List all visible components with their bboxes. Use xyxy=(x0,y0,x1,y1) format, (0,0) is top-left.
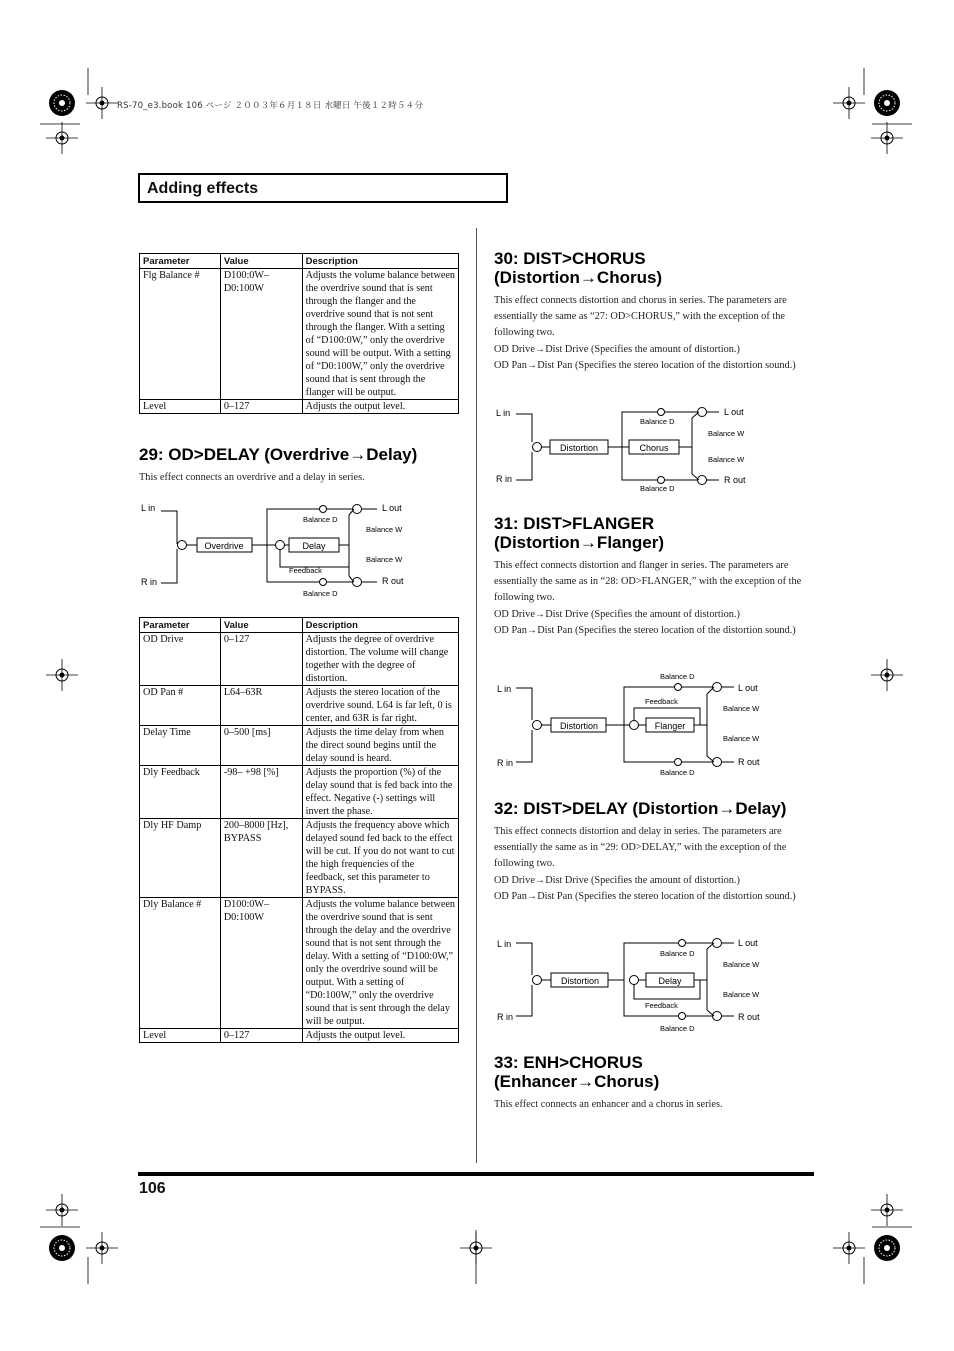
crosshair-mark-icon xyxy=(833,1232,865,1264)
desc-cell: Adjusts the volume balance between the overdrive sound that is sent through the delay and the overdrive sound that is not sent through the delay. With a setting of “D100:0W,” only the overdrive sound will be output. With a setting of “D0:100W,” only the overdrive sound that is sent through the delay will be output. xyxy=(302,898,458,1029)
column-header-value: Value xyxy=(220,618,302,633)
page-number: 106 xyxy=(139,1180,166,1197)
label-feedback: Feedback xyxy=(289,566,322,575)
paragraph: OD Pan→Dist Pan (Specifies the stereo location of the distortion sound.) xyxy=(494,359,796,371)
value-cell: 0–127 xyxy=(220,1029,302,1043)
label-balance-w-bot: Balance W xyxy=(723,734,760,743)
table-row xyxy=(140,1029,459,1043)
heading-33 xyxy=(494,1053,659,1091)
label-r-in: R in xyxy=(497,1012,514,1022)
block-delay: Delay xyxy=(302,541,326,551)
starburst-mark-icon xyxy=(49,90,75,116)
value-cell: D100:0W– D0:100W xyxy=(220,898,302,1029)
param-cell: Flg Balance # xyxy=(140,269,221,400)
param-cell: Dly Feedback xyxy=(140,766,221,819)
label-r-in: R in xyxy=(141,577,158,587)
param-cell: Level xyxy=(140,400,221,414)
footer-rule xyxy=(138,1172,814,1176)
crosshair-mark-icon xyxy=(86,1232,118,1264)
label-balance-d-bot: Balance D xyxy=(640,484,675,493)
label-l-out: L out xyxy=(738,683,758,693)
starburst-mark-icon xyxy=(49,1235,75,1261)
label-balance-d-bot: Balance D xyxy=(660,768,695,777)
print-meta-line: RS-70_e3.book 106 ページ ２００３年６月１８日 水曜日 午後１２時５４分 xyxy=(117,101,424,111)
label-balance-w-bot: Balance W xyxy=(708,455,745,464)
table-row xyxy=(140,819,459,898)
column-header-parameter: Parameter xyxy=(140,254,221,269)
signal-flow-diagram-30 xyxy=(494,402,784,497)
paragraph: OD Drive→Dist Drive (Specifies the amount of distortion.) xyxy=(494,874,740,886)
label-l-out: L out xyxy=(724,407,744,417)
block-distortion: Distortion xyxy=(559,721,599,731)
section-header-box xyxy=(138,173,508,203)
column-header-parameter: Parameter xyxy=(140,618,221,633)
value-cell: 0–127 xyxy=(220,400,302,414)
paragraph: This effect connects distortion and flanger in series. The parameters are essentially the same as in “28: OD>FLANGER,” with the exception of the following two. xyxy=(494,560,802,604)
crosshair-mark-icon xyxy=(833,87,865,119)
label-r-out: R out xyxy=(382,576,404,586)
block-delay: Delay xyxy=(658,976,682,986)
starburst-mark-icon xyxy=(874,1235,900,1261)
label-l-in: L in xyxy=(141,503,156,513)
paragraph: This effect connects distortion and delay in series. The parameters are essentially the same as in “29: OD>DELAY,” with the exception of the following two. xyxy=(494,826,787,870)
heading-32: 32: DIST>DELAY (Distortion→Delay) xyxy=(494,799,787,818)
intro-29: This effect connects an overdrive and a delay in series. xyxy=(139,472,365,483)
paragraph: OD Pan→Dist Pan (Specifies the stereo location of the distortion sound.) xyxy=(494,624,796,636)
parameter-table-od-delay xyxy=(139,617,459,1043)
label-balance-d-top: Balance D xyxy=(303,515,338,524)
body-31 xyxy=(494,558,812,639)
label-feedback: Feedback xyxy=(645,697,678,706)
value-cell: -98– +98 [%] xyxy=(220,766,302,819)
label-balance-w-top: Balance W xyxy=(723,960,760,969)
value-cell: 200–8000 [Hz], BYPASS xyxy=(220,819,302,898)
desc-cell: Adjusts the output level. xyxy=(302,400,458,414)
crosshair-mark-icon xyxy=(46,1194,78,1226)
body-32 xyxy=(494,824,812,905)
table-row xyxy=(140,686,459,726)
label-r-out: R out xyxy=(738,757,760,767)
label-l-out: L out xyxy=(382,503,402,513)
label-r-out: R out xyxy=(724,475,746,485)
table-row xyxy=(140,400,459,414)
intro-33: This effect connects an enhancer and a chorus in series. xyxy=(494,1099,723,1110)
label-balance-d-top: Balance D xyxy=(660,949,695,958)
crosshair-mark-icon xyxy=(871,1194,903,1226)
label-balance-d-top: Balance D xyxy=(660,672,695,681)
table-row xyxy=(140,726,459,766)
param-cell: Level xyxy=(140,1029,221,1043)
label-r-in: R in xyxy=(496,474,513,484)
crosshair-mark-icon xyxy=(86,87,118,119)
starburst-mark-icon xyxy=(874,90,900,116)
value-cell: L64–63R xyxy=(220,686,302,726)
value-cell: 0–500 [ms] xyxy=(220,726,302,766)
param-cell: OD Drive xyxy=(140,633,221,686)
heading-31-line2: (Distortion→Flanger) xyxy=(494,533,664,552)
table-row xyxy=(140,766,459,819)
section-title: Adding effects xyxy=(147,180,259,197)
body-30 xyxy=(494,293,812,374)
heading-31-line1: 31: DIST>FLANGER xyxy=(494,514,655,533)
label-r-out: R out xyxy=(738,1012,760,1022)
block-flanger: Flanger xyxy=(654,721,686,731)
column-header-description: Description xyxy=(302,618,458,633)
label-balance-d-bot: Balance D xyxy=(303,589,338,598)
label-l-in: L in xyxy=(496,408,511,418)
label-balance-w-top: Balance W xyxy=(723,704,760,713)
signal-flow-diagram-31 xyxy=(494,668,794,778)
label-l-in: L in xyxy=(497,684,512,694)
desc-cell: Adjusts the stereo location of the overdrive sound. L64 is far left, 0 is center, and 63R is far right. xyxy=(302,686,458,726)
table-row xyxy=(140,633,459,686)
column-header-value: Value xyxy=(220,254,302,269)
heading-33-line2: (Enhancer→Chorus) xyxy=(494,1072,660,1091)
signal-flow-diagram-29 xyxy=(139,497,429,602)
paragraph: OD Drive→Dist Drive (Specifies the amount of distortion.) xyxy=(494,343,740,355)
param-cell: Dly Balance # xyxy=(140,898,221,1029)
label-balance-w-top: Balance W xyxy=(366,525,403,534)
block-chorus: Chorus xyxy=(639,443,669,453)
heading-33-line1: 33: ENH>CHORUS xyxy=(494,1053,643,1072)
paragraph: This effect connects distortion and chorus in series. The parameters are essentially the same as “27: OD>CHORUS,” with the exception of the following two. xyxy=(494,295,787,339)
heading-30-line2: (Distortion→Chorus) xyxy=(494,268,663,287)
desc-cell: Adjusts the volume balance between the overdrive sound that is sent through the flanger and the overdrive sound that is not sent through the flanger. With a setting of “D100:0W,” only the overdrive sound will be output. With a setting of “D0:100W,” only the overdrive sound that is sent through the flanger will be output. xyxy=(302,269,458,400)
value-cell: 0–127 xyxy=(220,633,302,686)
param-cell: OD Pan # xyxy=(140,686,221,726)
column-divider xyxy=(476,228,477,1163)
value-cell: D100:0W– D0:100W xyxy=(220,269,302,400)
label-feedback: Feedback xyxy=(645,1001,678,1010)
crosshair-mark-icon xyxy=(46,659,78,691)
param-cell: Dly HF Damp xyxy=(140,819,221,898)
label-l-in: L in xyxy=(497,939,512,949)
desc-cell: Adjusts the proportion (%) of the delay sound that is fed back into the effect. Negative (-) settings will invert the phase. xyxy=(302,766,458,819)
parameter-table-flg xyxy=(139,253,459,414)
signal-flow-diagram-32 xyxy=(494,932,794,1037)
heading-31 xyxy=(494,514,664,552)
label-balance-w-bot: Balance W xyxy=(366,555,403,564)
desc-cell: Adjusts the frequency above which delayed sound fed back to the effect will be cut. If you do not want to cut the high frequencies of the feedback, set this parameter to BYPASS. xyxy=(302,819,458,898)
crosshair-mark-icon xyxy=(46,122,78,154)
desc-cell: Adjusts the time delay from when the direct sound begins until the delay sound is heard. xyxy=(302,726,458,766)
crosshair-mark-icon xyxy=(871,659,903,691)
column-header-description: Description xyxy=(302,254,458,269)
crosshair-mark-icon xyxy=(871,122,903,154)
table-row xyxy=(140,898,459,1029)
block-distortion: Distortion xyxy=(559,443,599,453)
paragraph: OD Pan→Dist Pan (Specifies the stereo location of the distortion sound.) xyxy=(494,890,796,902)
label-balance-d-top: Balance D xyxy=(640,417,675,426)
label-balance-d-bot: Balance D xyxy=(660,1024,695,1033)
heading-30 xyxy=(494,249,662,287)
paragraph: OD Drive→Dist Drive (Specifies the amount of distortion.) xyxy=(494,608,740,620)
label-r-in: R in xyxy=(497,758,514,768)
desc-cell: Adjusts the output level. xyxy=(302,1029,458,1043)
label-balance-w-bot: Balance W xyxy=(723,990,760,999)
label-balance-w-top: Balance W xyxy=(708,429,745,438)
param-cell: Delay Time xyxy=(140,726,221,766)
heading-30-line1: 30: DIST>CHORUS xyxy=(494,249,646,268)
label-l-out: L out xyxy=(738,938,758,948)
table-row xyxy=(140,269,459,400)
heading-29: 29: OD>DELAY (Overdrive→Delay) xyxy=(139,445,418,464)
block-distortion: Distortion xyxy=(560,976,600,986)
desc-cell: Adjusts the degree of overdrive distortion. The volume will change together with the degree of distortion. xyxy=(302,633,458,686)
block-overdrive: Overdrive xyxy=(204,541,244,551)
